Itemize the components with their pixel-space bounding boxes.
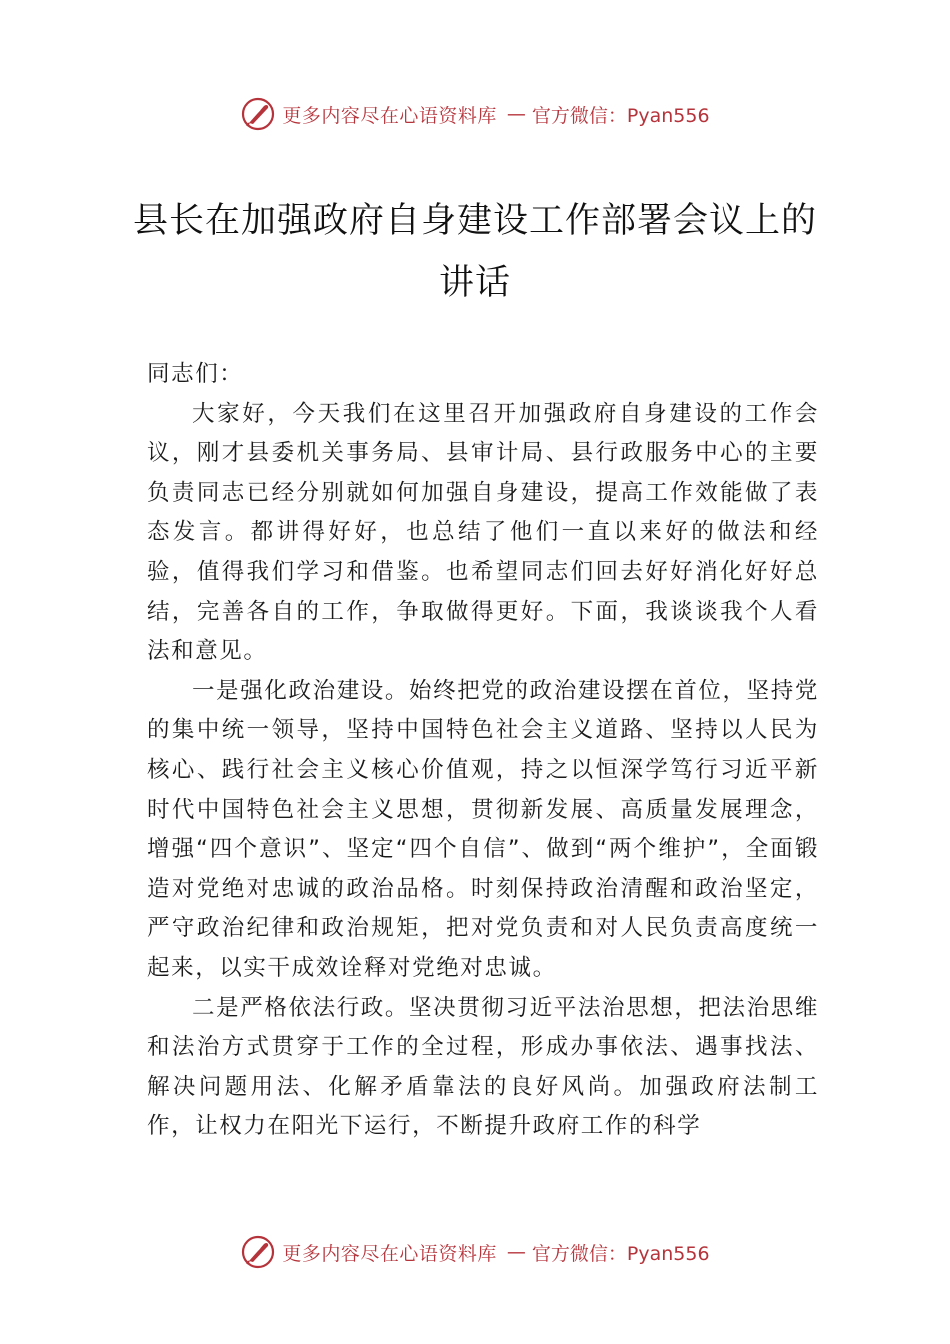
banner-library-text: 更多内容尽在心语资料库 — [282, 104, 497, 127]
banner-wechat-text: 官方微信：Pyan556 — [531, 104, 710, 127]
banner-library-text: 更多内容尽在心语资料库 — [282, 1242, 497, 1265]
paragraph-rule-of-law: 二是严格依法行政。坚决贯彻习近平法治思想，把法治思维和法治方式贯穿于工作的全过程，形成办事依法、遇事找法、解决问题用法、化解矛盾靠法的良好风尚。加强政府法制工作，让权力在阳光下运行，不断提升政府工作的科学 — [147, 994, 819, 1140]
banner-separator: — — [506, 103, 526, 125]
paragraph-intro: 大家好，今天我们在这里召开加强政府自身建设的工作会议，刚才县委机关事务局、县审计局、县行政服务中心的主要负责同志已经分别就如何加强自身建设，提高工作效能做了表态发言。都讲得好好，也总结了他们一直以来好的做法和经验，值得我们学习和借鉴。也希望同志们回去好好消化好好总结，完善各自的工作，争取做得更好。下面，我谈谈我个人看法和意见。 — [147, 400, 819, 665]
banner-wechat-text: 官方微信：Pyan556 — [531, 1242, 710, 1265]
paragraph-political-building: 一是强化政治建设。始终把党的政治建设摆在首位，坚持党的集中统一领导，坚持中国特色社会主义道路、坚持以人民为核心、践行社会主义核心价值观，持之以恒深学笃行习近平新时代中国特色社会主义思想，贯彻新发展、高质量发展理念，增强“四个意识”、坚定“四个自信”、做到“两个维护”，全面锻造对党绝对忠诚的政治品格。时刻保持政治清醒和政治坚定，严守政治纪律和政治规矩，把对党负责和对人民负责高度统一起来，以实干成效诠释对党绝对忠诚。 — [147, 677, 819, 981]
header-watermark-banner — [0, 94, 950, 134]
footer-watermark-banner — [0, 1232, 950, 1272]
banner-separator: — — [506, 1241, 526, 1263]
quill-pen-icon — [240, 96, 276, 132]
document-body — [147, 355, 819, 1147]
quill-pen-icon — [240, 1234, 276, 1270]
salutation: 同志们： — [147, 361, 244, 387]
document-title: 县长在加强政府自身建设工作部署会议上的讲话 — [132, 201, 817, 303]
